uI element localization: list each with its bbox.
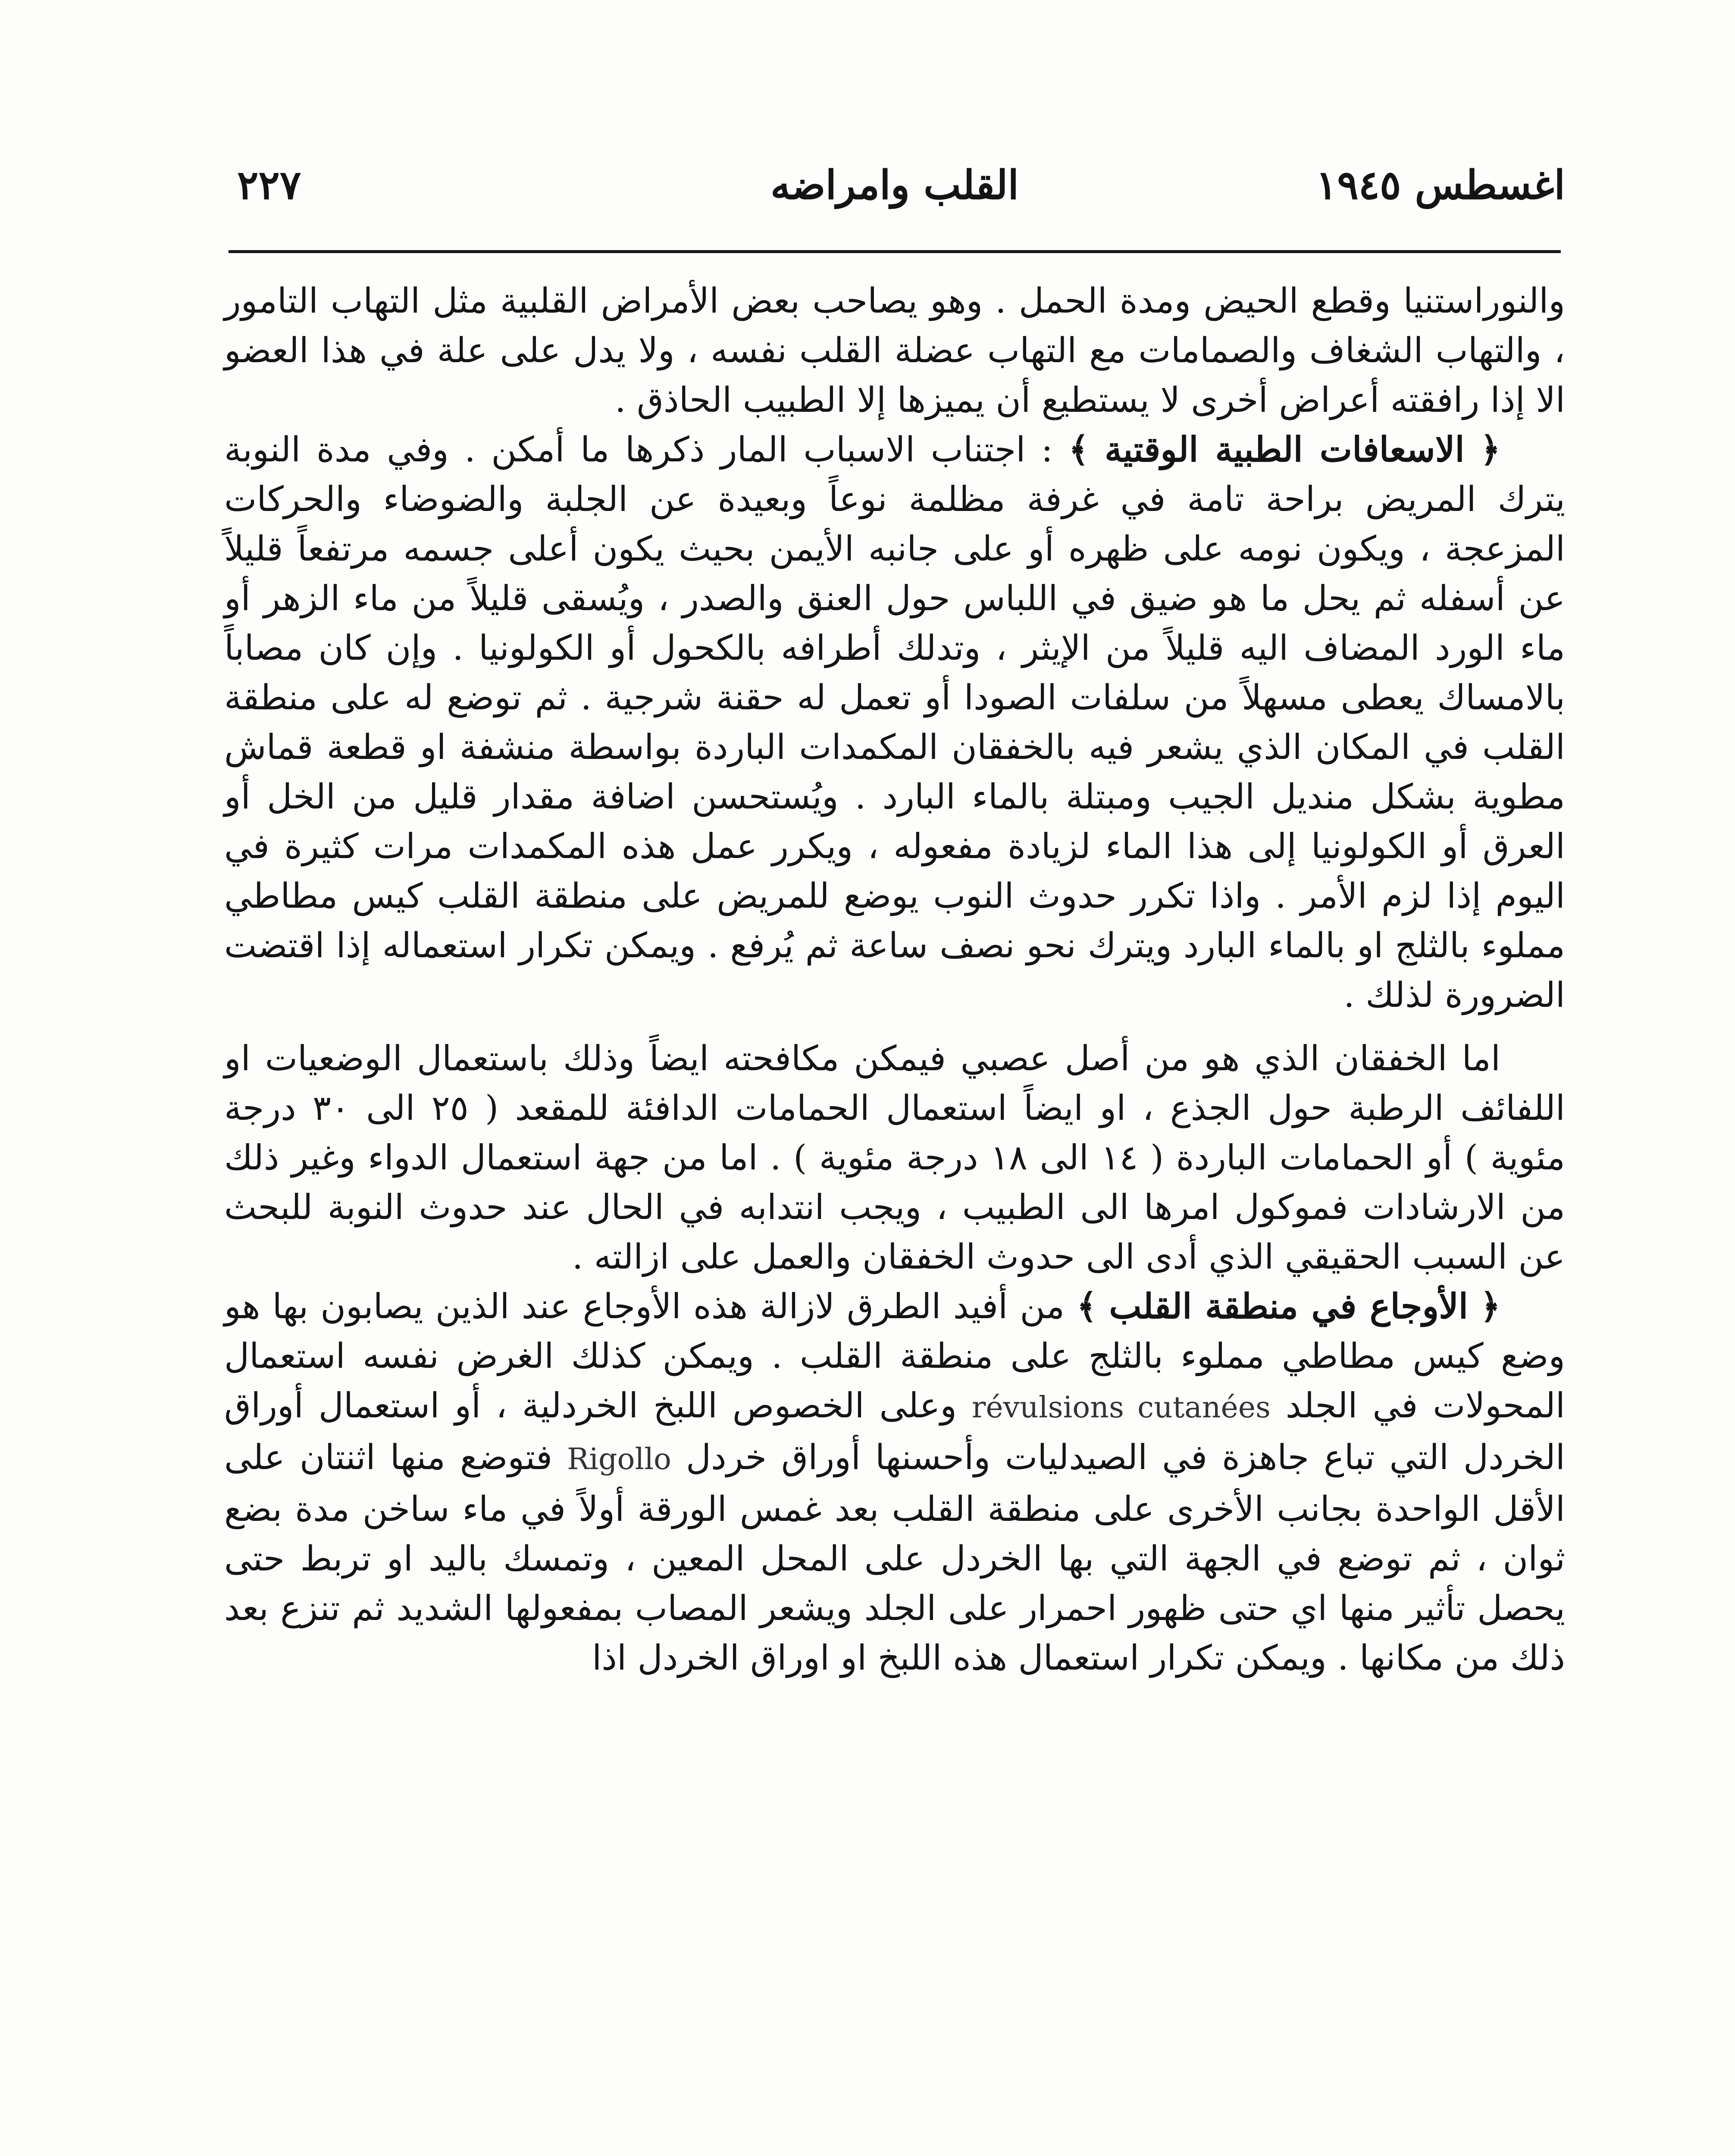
paragraph-3-text: اما الخفقان الذي هو من أصل عصبي فيمكن مكافحته ايضاً وذلك باستعمال الوضعيات او اللفائف الرطبة حول الجذع ، او ايضاً استعمال الحمامات الدافئة للمقعد ( ٢٥ الى ٣٠ درجة مئوية ) أو الحمامات الباردة ( ١٤ الى ١٨ درجة مئوية ) . اما من جهة استعمال الدواء وغير ذلك من الارشادات فموكول امرها الى الطبيب ، ويجب انتدابه في الحال عند حدوث النوبة للبحث عن السبب الحقيقي الذي أدى الى حدوث الخفقان والعمل على ازالته . — [224, 1038, 1566, 1277]
section-mark-close: ﴾ — [1068, 429, 1089, 470]
paragraph-2 — [224, 425, 1565, 1020]
issue-date: اغسطس ١٩٤٥ — [1315, 162, 1565, 208]
paragraph-4-text-c: فتوضع منها اثنتان على الأقل الواحدة بجانب الأخرى على منطقة القلب بعد غمس الورقة أولاً في ماء ساخن مدة بضع ثوان ، ثم توضع في الجهة التي بها الخردل على المحل المعين ، وتمسك باليد او تربط حتى يحصل تأثير منها اي حتى ظهور احمرار على الجلد ويشعر المصاب بمفعولها الشديد ثم تنزع بعد ذلك من مكانها . ويمكن تكرار استعمال هذه اللبخ او اوراق الخردل اذا — [224, 1437, 1565, 1678]
paragraph-3 — [224, 1034, 1565, 1282]
paragraph-1-text: والنوراستنيا وقطع الحيض ومدة الحمل . وهو يصاحب بعض الأمراض القلبية مثل التهاب التامور ، والتهاب الشغاف والصمامات مع التهاب عضلة القلب نفسه ، ولا يدل على علة في هذا العضو الا إذا رافقته أعراض أخرى لا يستطيع أن يميزها إلا الطبيب الحاذق . — [224, 281, 1565, 420]
latin-term-rigollo: Rigollo — [567, 1442, 671, 1476]
section-heading-heart-pains: الأوجاع في منطقة القلب — [1109, 1286, 1468, 1326]
page-number: ٢٢٧ — [237, 162, 301, 208]
section-mark-open: ﴿ — [1480, 1286, 1500, 1326]
running-title: القلب وامراضه — [770, 162, 1019, 208]
running-header — [224, 153, 1565, 218]
paragraph-4-text-a: من أفيد الطرق لازالة هذه الأوجاع عند الذين يصابون بها هو وضع كيس مطاطي مملوء بالثلج على منطقة القلب . ويمكن كذلك الغرض نفسه استعمال المحولات في الجلد — [224, 1286, 1565, 1426]
section-mark-open: ﴿ — [1480, 429, 1501, 470]
section-mark-close: ﴾ — [1077, 1286, 1097, 1326]
paragraph-4-text-b: وعلى الخصوص اللبخ الخردلية ، أو استعمال أوراق الخردل التي تباع جاهزة في الصيدليات وأحسنها أوراق خردل — [224, 1385, 1565, 1477]
paragraph-4 — [224, 1282, 1565, 1683]
paragraph-2-text: : اجتناب الاسباب المار ذكرها ما أمكن . وفي مدة النوبة يترك المريض براحة تامة في غرفة مظلمة نوعاً وبعيدة عن الجلبة والضوضاء والحركات المزعجة ، ويكون نومه على ظهره أو على جانبه الأيمن بحيث يكون أعلى جسمه مرتفعاً قليلاً عن أسفله ثم يحل ما هو ضيق في اللباس حول العنق والصدر ، ويُسقى قليلاً من ماء الزهر أو ماء الورد المضاف اليه قليلاً من الإيثر ، وتدلك أطرافه بالكحول أو الكولونيا . وإن كان مصاباً بالامساك يعطى مسهلاً من سلفات الصودا أو تعمل له حقنة شرجية . ثم توضع له على منطقة القلب في المكان الذي يشعر فيه بالخفقان المكمدات الباردة بواسطة منشفة او قطعة قماش مطوية بشكل منديل الجيب ومبتلة بالماء البارد . ويُستحسن اضافة مقدار قليل من الخل أو العرق أو الكولونيا إلى هذا الماء لزيادة مفعوله ، ويكرر عمل هذه المكمدات مرات كثيرة في اليوم إذا لزم الأمر . واذا تكرر حدوث النوب يوضع للمريض على منطقة القلب كيس مطاطي مملوء بالثلج او بالماء البارد ويترك نحو نصف ساعة ثم يُرفع . ويمكن تكرار استعماله إذا اقتضت الضرورة لذلك . — [224, 429, 1566, 1015]
paragraph-1 — [224, 276, 1565, 425]
section-heading-first-aid: الاسعافات الطبية الوقتية — [1104, 429, 1465, 470]
article-body — [224, 276, 1565, 1683]
header-rule — [229, 250, 1561, 253]
latin-term-revulsions: révulsions cutanées — [971, 1391, 1271, 1425]
